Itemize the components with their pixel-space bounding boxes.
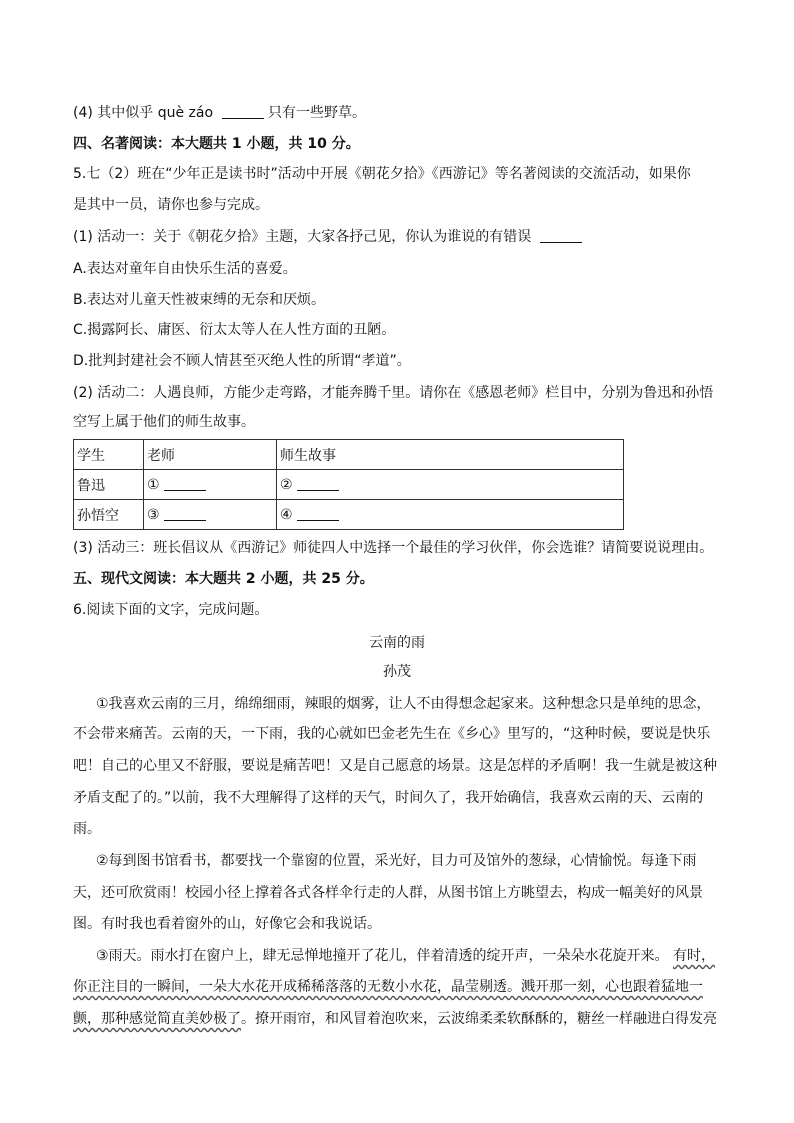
option-d: D.批判封建社会不顾人情甚至灭绝人性的所谓“孝道”。 — [73, 353, 411, 369]
table-cell-story[interactable] — [277, 500, 624, 530]
question-5-intro-2: 是其中一员，请你也参与完成。 — [73, 197, 269, 213]
answer-blank[interactable] — [297, 476, 339, 491]
paragraph-2-line: 天，还可欣赏雨！校园小径上撑着各式各样伞行走的人群，从图书馆上方眺望去，构成一幅美好的风景 — [73, 885, 703, 901]
answer-blank[interactable] — [164, 506, 206, 521]
activity-3-line: (3) 活动三：班长倡议从《西游记》师徒四人中选择一个最佳的学习伙伴，你会选谁？请简要说说理由。 — [73, 540, 714, 556]
paragraph-3-text: 。撩开雨帘，和风冒着泡吹来，云波绵柔柔软酥酥的，糖丝一样融进白得发亮 — [241, 1011, 717, 1027]
table-cell-student: 孙悟空 — [74, 500, 144, 530]
answer-blank[interactable] — [297, 506, 339, 521]
paragraph-1-line: ①我喜欢云南的三月，绵绵细雨，辣眼的烟雾，让人不由得想念起家来。这种想念只是单纯的思念， — [96, 696, 711, 712]
table-cell-student: 鲁迅 — [74, 470, 144, 500]
question-4-suffix: 只有一些野草。 — [267, 105, 366, 121]
blank-marker: ④ — [280, 507, 293, 523]
teacher-student-table — [73, 439, 624, 530]
section-desc: 本大题共 2 小题，共 25 分。 — [185, 571, 374, 587]
paragraph-1-line: 不会带来痛苦。云南的天，一下雨，我的心就如巴金老先生在《乡心》里写的，“这种时候，要说是快乐 — [73, 726, 711, 742]
section-4-heading — [73, 134, 360, 154]
answer-blank[interactable] — [164, 476, 206, 491]
paragraph-1-line: 雨。 — [73, 821, 101, 837]
wavy-underlined-text: 有时， — [673, 948, 716, 964]
table-cell-teacher[interactable] — [144, 470, 277, 500]
section-title: 四、名著阅读： — [73, 136, 171, 152]
table-row — [74, 500, 624, 530]
option-b: B.表达对儿童天性被束缚的无奈和厌烦。 — [73, 292, 326, 308]
table-cell-teacher[interactable] — [144, 500, 277, 530]
section-5-heading — [73, 569, 374, 589]
table-row — [74, 470, 624, 500]
article-author: 孙茂 — [383, 664, 411, 680]
section-desc: 本大题共 1 小题，共 10 分。 — [171, 136, 360, 152]
answer-blank[interactable] — [540, 228, 582, 243]
wavy-underlined-text: 颤，那种感觉简直美妙极了 — [73, 1011, 241, 1027]
table-cell-story[interactable] — [277, 470, 624, 500]
paragraph-3-line — [73, 1009, 717, 1029]
question-4-text: (4) 其中似乎 què záo — [73, 105, 214, 121]
activity-1-text: (1) 活动一：关于《朝花夕拾》主题，大家各抒己见，你认为谁说的有错误 — [73, 229, 532, 245]
article-title: 云南的雨 — [369, 635, 425, 651]
activity-1-line — [73, 227, 582, 247]
wavy-underlined-text: 你正注目的一瞬间，一朵大水花开成稀稀落落的无数小水花，晶莹剔透。溅开那一刻，心也跟着猛地一 — [73, 979, 703, 995]
paragraph-2-line: 图。有时我也看着窗外的山，好像它会和我说话。 — [73, 916, 381, 932]
table-header: 学生 — [74, 440, 144, 470]
table-header: 老师 — [144, 440, 277, 470]
activity-2-line-2: 空写上属于他们的师生故事。 — [73, 414, 255, 430]
question-6-intro: 6.阅读下面的文字，完成问题。 — [73, 602, 269, 618]
paragraph-1-line: 吧！自己的心里又不舒服，要说是痛苦吧！又是自己愿意的场景。这是怎样的矛盾啊！我一生就是被这种 — [73, 758, 717, 774]
option-a: A.表达对童年自由快乐生活的喜爱。 — [73, 261, 297, 277]
table-header: 师生故事 — [277, 440, 624, 470]
blank-marker: ① — [147, 477, 160, 493]
table-header-row — [74, 440, 624, 470]
blank-marker: ③ — [147, 507, 160, 523]
section-title: 五、现代文阅读： — [73, 571, 185, 587]
paragraph-2-line: ②每到图书馆看书，都要找一个靠窗的位置，采光好，目力可及馆外的葱绿，心情愉悦。每逢下雨 — [96, 853, 697, 869]
question-5-intro-1: 5.七（2）班在“少年正是读书时”活动中开展《朝花夕拾》《西游记》等名著阅读的交流活动，如果你 — [73, 166, 691, 182]
paragraph-3-line — [96, 946, 715, 966]
activity-2-line-1: (2) 活动二：人遇良师，方能少走弯路，才能奔腾千里。请你在《感恩老师》栏目中，分别为鲁迅和孙悟 — [73, 385, 714, 401]
question-4-line — [73, 103, 366, 123]
option-c: C.揭露阿长、庸医、衍太太等人在人性方面的丑陋。 — [73, 322, 396, 338]
answer-blank[interactable] — [222, 104, 264, 119]
paragraph-3-line — [73, 977, 703, 997]
paragraph-3-text: ③雨天。雨水打在窗户上，肆无忌惮地撞开了花儿，伴着清透的绽开声，一朵朵水花旋开来。 — [96, 948, 669, 964]
blank-marker: ② — [280, 477, 293, 493]
paragraph-1-line: 矛盾支配了的。”以前，我不大理解得了这样的天气，时间久了，我开始确信，我喜欢云南的天、云南的 — [73, 790, 704, 806]
